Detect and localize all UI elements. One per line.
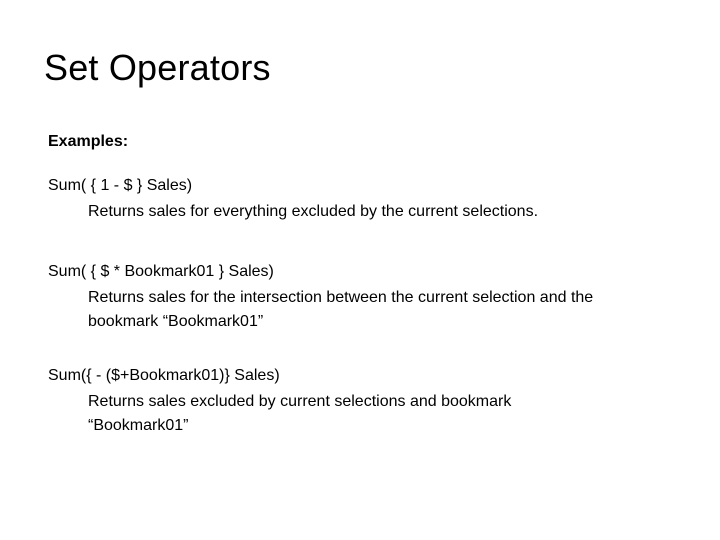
examples-label: Examples:: [48, 133, 129, 150]
slide-title: Set Operators: [44, 47, 271, 88]
description-line: Returns sales excluded by current selections and bookmark: [88, 393, 512, 410]
example-description: [48, 390, 648, 438]
example-formula: Sum( { 1 - $ } Sales): [48, 177, 193, 194]
example-description: [48, 200, 648, 224]
example-formula: Sum({ - ($+Bookmark01)} Sales): [48, 367, 280, 384]
example-3: [48, 364, 688, 438]
slide-content: [48, 130, 688, 462]
example-2: [48, 260, 688, 334]
description-line: Returns sales for the intersection between the current selection and the: [88, 289, 594, 306]
example-1: [48, 174, 688, 224]
example-formula: Sum( { $ * Bookmark01 } Sales): [48, 263, 274, 280]
description-line: “Bookmark01”: [88, 417, 189, 434]
description-line: Returns sales for everything excluded by the current selections.: [88, 203, 539, 220]
example-description: [48, 286, 648, 334]
description-line: bookmark “Bookmark01”: [88, 313, 264, 330]
